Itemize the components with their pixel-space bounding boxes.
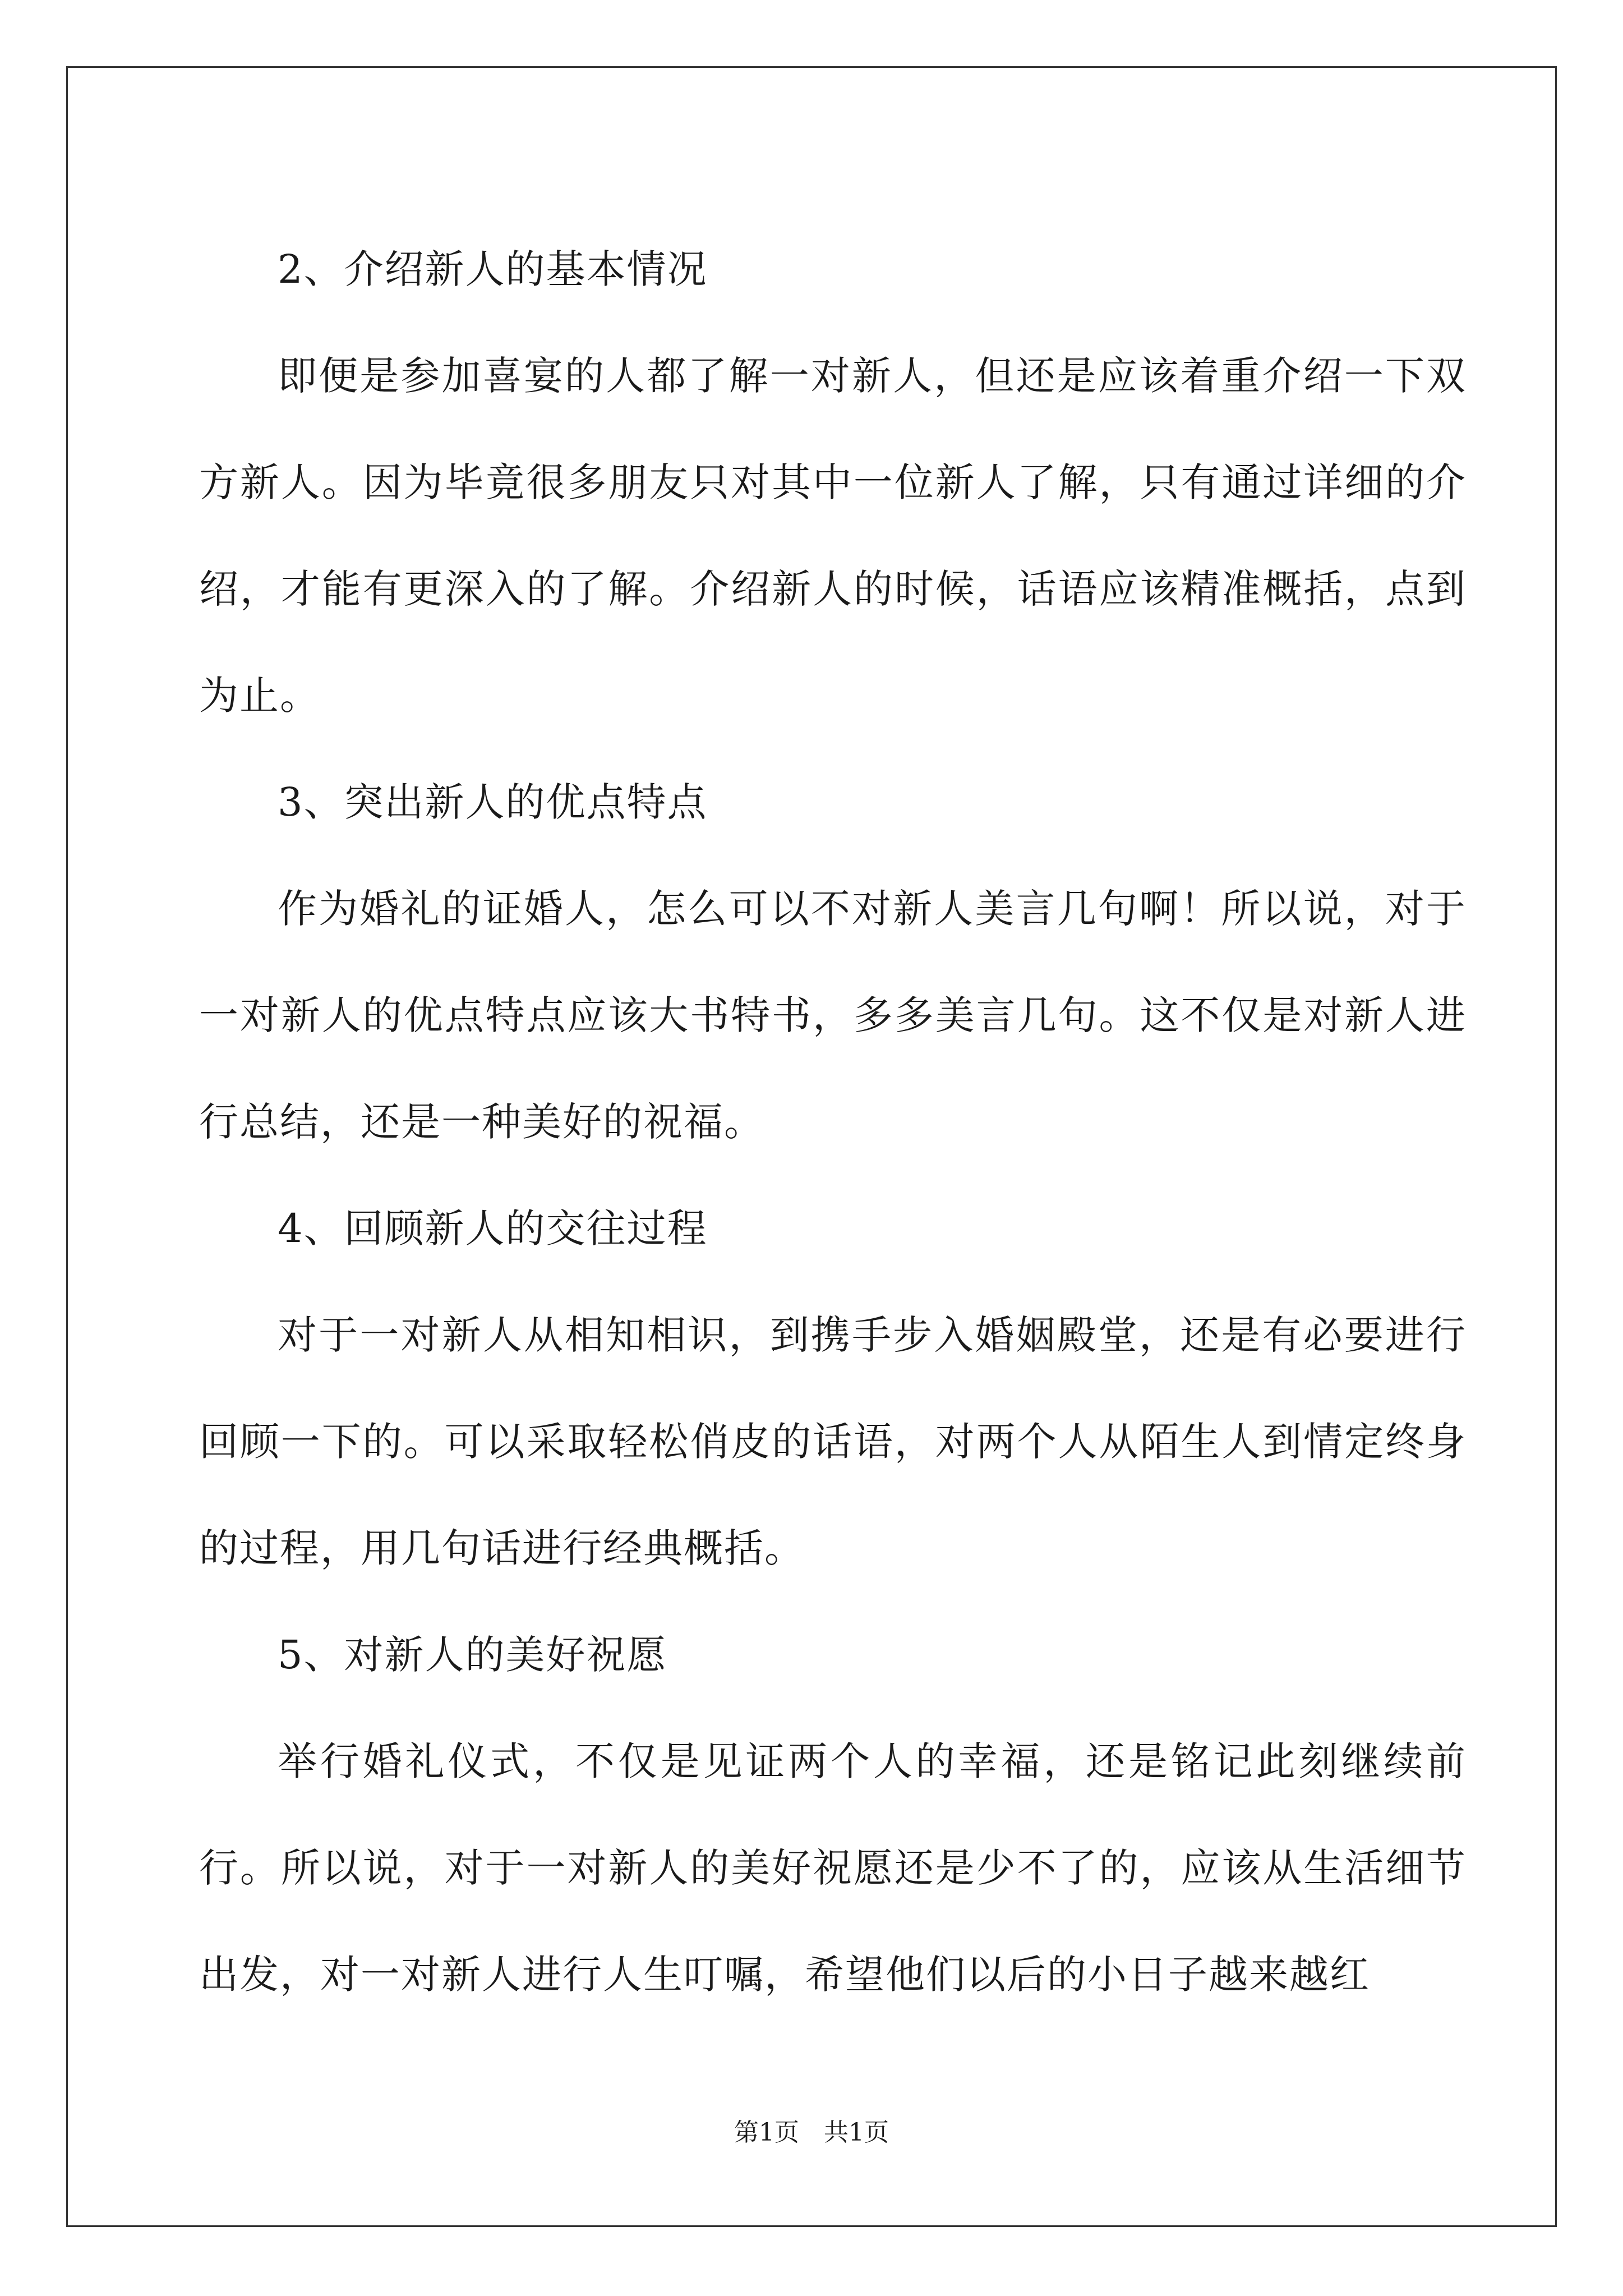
section-heading: 5、对新人的美好祝愿 (278, 1632, 667, 1678)
section-heading: 3、突出新人的优点特点 (278, 779, 708, 825)
document-body (199, 216, 1467, 2028)
section-paragraph: 举行婚礼仪式，不仅是见证两个人的幸福，还是铭记此刻继续前行。所以说，对于一对新人的美好祝愿还是少不了的，应该从生活细节出发，对一对新人进行人生叮嘱，希望他们以后的小日子越来越红 (199, 1738, 1467, 1998)
page-footer (0, 2112, 1623, 2148)
section-paragraph: 即便是参加喜宴的人都了解一对新人，但还是应该着重介绍一下双方新人。因为毕竟很多朋友只对其中一位新人了解，只有通过详细的介绍，才能有更深入的了解。介绍新人的时候，话语应该精准概括，点到为止。 (199, 353, 1467, 719)
section-heading: 4、回顾新人的交往过程 (278, 1205, 708, 1251)
section-heading: 2、介绍新人的基本情况 (278, 246, 708, 292)
section-paragraph: 对于一对新人从相知相识，到携手步入婚姻殿堂，还是有必要进行回顾一下的。可以采取轻松俏皮的话语，对两个人从陌生人到情定终身的过程，用几句话进行经典概括。 (199, 1312, 1467, 1571)
section-paragraph: 作为婚礼的证婚人，怎么可以不对新人美言几句啊！所以说，对于一对新人的优点特点应该大书特书，多多美言几句。这不仅是对新人进行总结，还是一种美好的祝福。 (199, 886, 1467, 1145)
page-number: 第1页 共1页 (734, 2118, 889, 2147)
